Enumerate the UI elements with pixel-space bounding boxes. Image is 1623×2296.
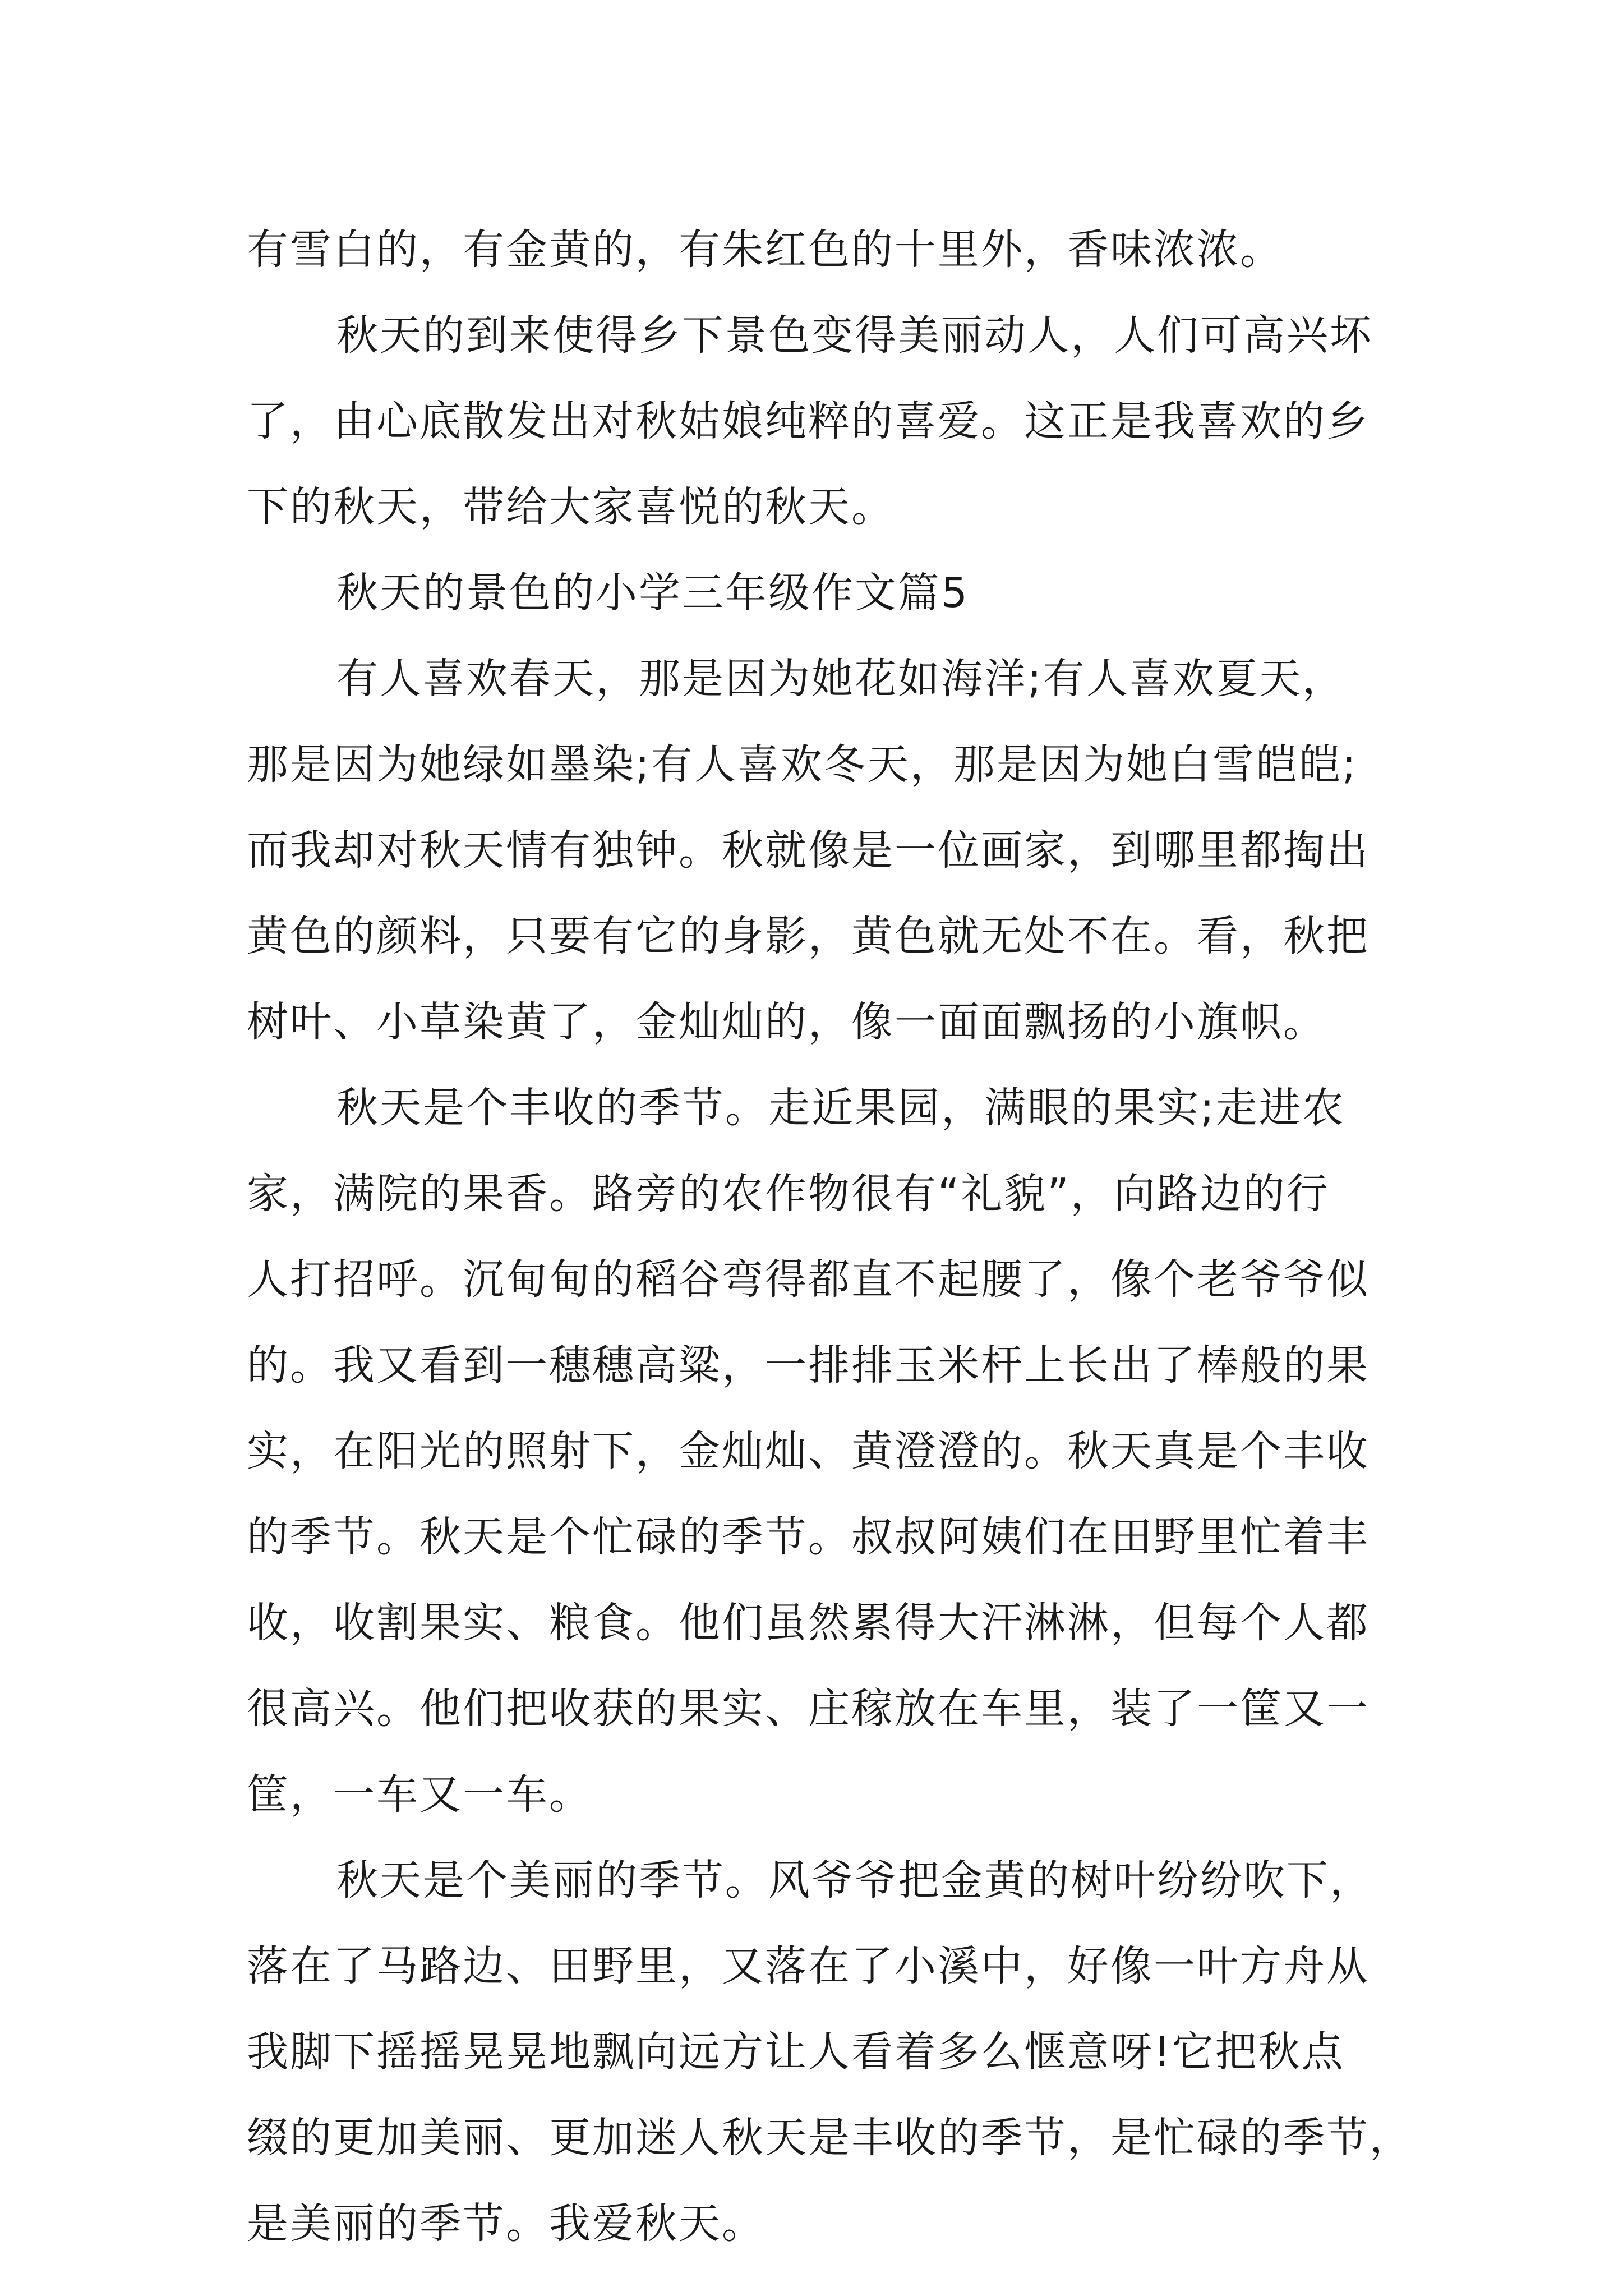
text-line: 收，收割果实、粮食。他们虽然累得大汗淋淋，但每个人都 [247,1599,1370,1647]
text-line: 了，由心底散发出对秋姑娘纯粹的喜爱。这正是我喜欢的乡 [247,397,1370,445]
text-line: 实，在阳光的照射下，金灿灿、黄澄澄的。秋天真是个丰收 [247,1427,1370,1475]
text-line: 的季节。秋天是个忙碌的季节。叔叔阿姨们在田野里忙着丰 [247,1513,1370,1561]
text-line: 很高兴。他们把收获的果实、庄稼放在车里，装了一筐又一 [247,1685,1370,1733]
text-line: 秋天的到来使得乡下景色变得美丽动人，人们可高兴坏 [336,311,1373,360]
text-line: 秋天是个美丽的季节。风爷爷把金黄的树叶纷纷吹下， [336,1856,1373,1904]
text-line: 我脚下摇摇晃晃地飘向远方让人看着多么惬意呀!它把秋点 [247,2028,1345,2076]
section-heading: 秋天的景色的小学三年级作文篇5 [336,569,970,617]
text-line: 黄色的颜料，只要有它的身影，黄色就无处不在。看，秋把 [247,912,1370,960]
text-line: 秋天是个丰收的季节。走近果园，满眼的果实;走进农 [336,1084,1345,1132]
text-line: 家，满院的果香。路旁的农作物很有“礼貌”，向路边的行 [247,1170,1330,1218]
text-line: 人打招呼。沉甸甸的稻谷弯得都直不起腰了，像个老爷爷似 [247,1255,1370,1304]
text-line: 有雪白的，有金黄的，有朱红色的十里外，香味浓浓。 [247,226,1283,274]
text-line: 筐，一车又一车。 [247,1770,592,1819]
text-line: 那是因为她绿如墨染;有人喜欢冬天，那是因为她白雪皑皑; [247,740,1358,789]
text-line: 而我却对秋天情有独钟。秋就像是一位画家，到哪里都掏出 [247,826,1370,875]
text-line: 落在了马路边、田野里，又落在了小溪中，好像一叶方舟从 [247,1942,1370,1990]
text-line: 是美丽的季节。我爱秋天。 [247,2200,765,2248]
text-line: 的。我又看到一穗穗高粱，一排排玉米杆上长出了棒般的果 [247,1341,1370,1389]
text-line: 缀的更加美丽、更加迷人秋天是丰收的季节，是忙碌的季节， [247,2114,1413,2162]
text-line: 下的秋天，带给大家喜悦的秋天。 [247,483,895,531]
text-line: 有人喜欢春天，那是因为她花如海洋;有人喜欢夏天， [336,655,1345,703]
text-line: 树叶、小草染黄了，金灿灿的，像一面面飘扬的小旗帜。 [247,998,1326,1046]
